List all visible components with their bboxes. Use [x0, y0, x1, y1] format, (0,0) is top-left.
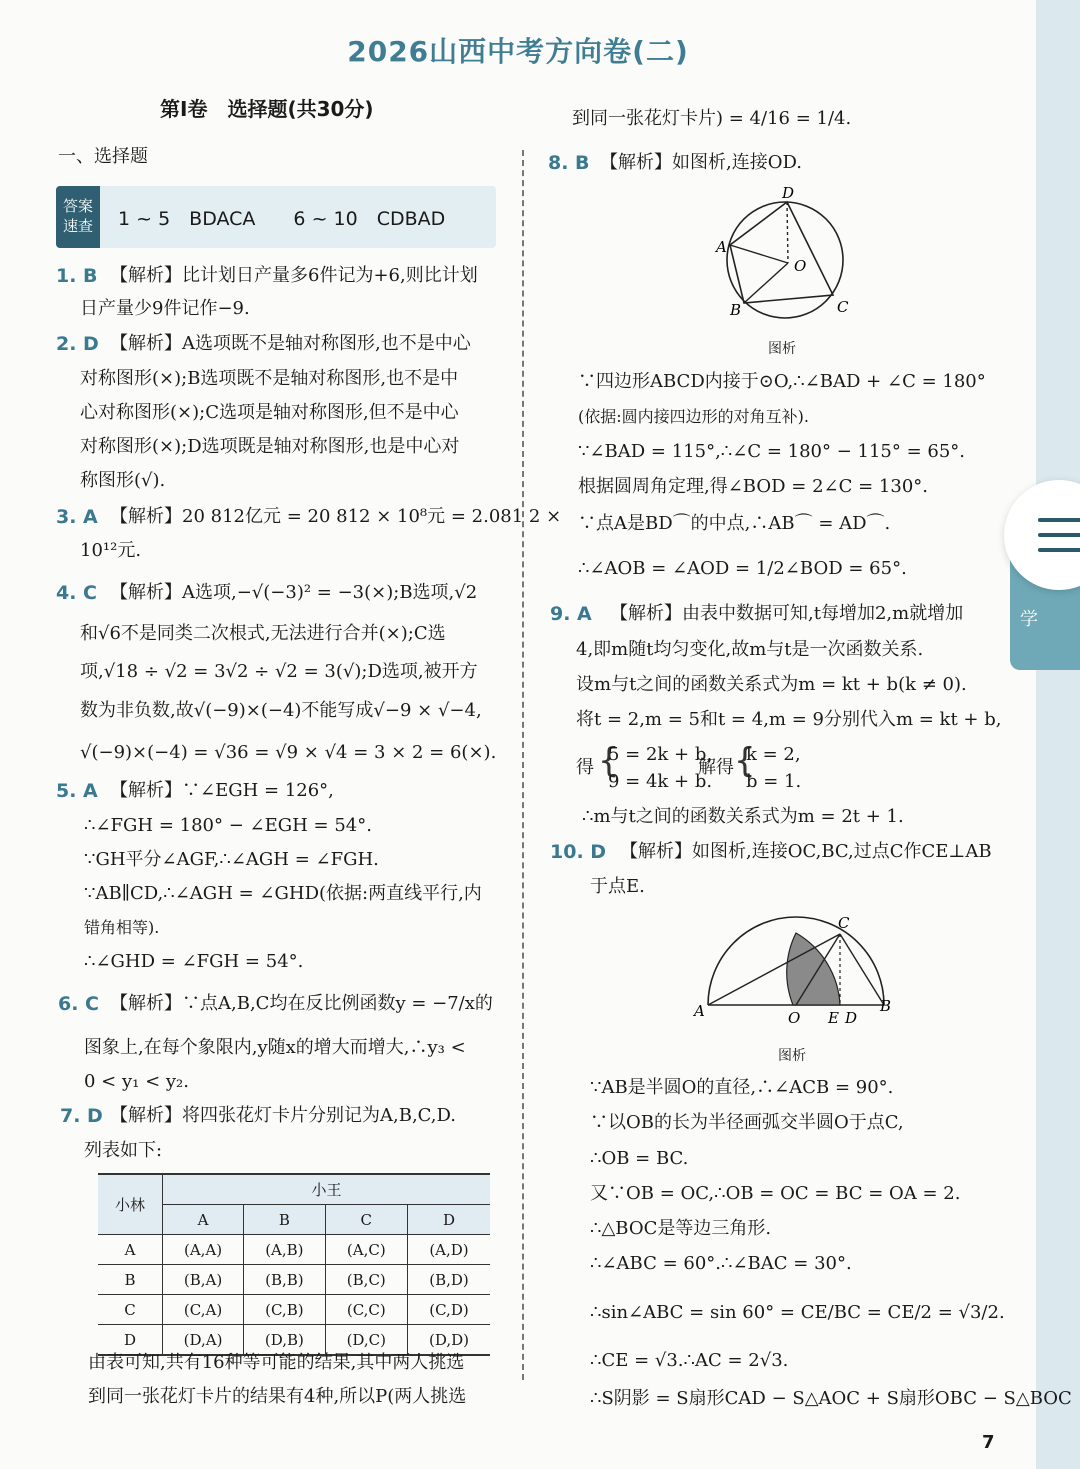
q6-line: 【解析】∵点A,B,C均在反比例函数y = −7/x的	[110, 993, 493, 1014]
answer-tag	[56, 186, 100, 248]
label-e: E	[828, 1009, 839, 1025]
table-cell: (C,C)	[325, 1295, 407, 1325]
q7-continued: 到同一张花灯卡片) = 4/16 = 1/4.	[572, 108, 852, 129]
q1-line: 日产量少9件记作−9.	[80, 298, 250, 319]
label-b: B	[730, 301, 742, 319]
q9-line: ∴m与t之间的函数关系式为m = 2t + 1.	[582, 806, 904, 827]
table-cell: (B,A)	[163, 1265, 244, 1295]
table-row-header: A	[98, 1235, 163, 1265]
q8-figure-caption: 图析	[768, 341, 796, 357]
q10-line: ∴OB = BC.	[590, 1148, 689, 1169]
q10-line: 于点E.	[590, 876, 645, 897]
q7-line: 列表如下:	[84, 1140, 163, 1161]
q9-line: 设m与t之间的函数关系式为m = kt + b(k ≠ 0).	[576, 674, 967, 695]
q2-line: 对称图形(×);D选项既是轴对称图形,也是中心对	[80, 436, 460, 457]
q5-line: ∴∠FGH = 180° − ∠EGH = 54°.	[84, 815, 372, 836]
q9-eq: k = 2,	[746, 744, 801, 765]
q3-line: 10¹²元.	[80, 540, 142, 561]
q10-figure	[690, 910, 910, 1025]
shaded-region	[787, 933, 840, 1005]
q6-number: 6. C	[58, 993, 99, 1015]
q9-number: 9. A	[550, 603, 592, 625]
answer-tag-line2: 速查	[62, 217, 93, 235]
q10-line: ∵AB是半圆O的直径,∴∠ACB = 90°.	[590, 1077, 894, 1098]
q2-line: 对称图形(×);B选项既不是轴对称图形,也不是中	[80, 368, 459, 389]
q2-line: 【解析】A选项既不是轴对称图形,也不是中心	[110, 333, 471, 354]
q10-line: 又∵OB = OC,∴OB = OC = BC = OA = 2.	[590, 1183, 961, 1204]
table-corner: 小林	[98, 1174, 163, 1235]
q3-line: 【解析】20 812亿元 = 20 812 × 10⁸元 = 2.081 2 ×	[110, 506, 562, 527]
q9-eq: 5 = 2k + b,	[608, 744, 713, 765]
q8-figure	[700, 185, 860, 325]
q4-line: 数为非负数,故√(−9)×(−4)不能写成√−9 × √−4,	[80, 700, 482, 721]
q2-line: 称图形(√).	[80, 470, 166, 491]
page-number: 7	[982, 1432, 995, 1453]
circle-shape	[727, 202, 843, 318]
label-o: O	[794, 257, 807, 275]
table-row	[98, 1295, 490, 1325]
q8-line: 根据圆周角定理,得∠BOD = 2∠C = 130°.	[578, 476, 928, 497]
segment-bc	[840, 934, 884, 1005]
q9-eq: b = 1.	[746, 771, 802, 792]
q1-line: 【解析】比计划日产量多6件记为+6,则比计划	[110, 265, 478, 286]
table-cell: (A,C)	[325, 1235, 407, 1265]
table-row-header: C	[98, 1295, 163, 1325]
table-row	[98, 1325, 490, 1356]
segment-do	[787, 202, 788, 263]
q10-line: 【解析】如图析,连接OC,BC,过点C作CE⊥AB	[620, 841, 992, 862]
answer-tag-line1: 答案	[62, 197, 93, 215]
q10-line: ∴∠ABC = 60°.∴∠BAC = 30°.	[590, 1253, 852, 1274]
q4-line: 和√6不是同类二次根式,无法进行合并(×);C选	[80, 623, 446, 644]
q4-line: 项,√18 ÷ √2 = 3√2 ÷ √2 = 3(√);D选项,被开方	[80, 661, 478, 682]
label-d: D	[845, 1009, 858, 1025]
table-cell: (C,D)	[429, 1300, 469, 1319]
table-top-header: 小王	[163, 1174, 491, 1205]
table-cell: (B,D)	[429, 1270, 469, 1289]
label-a: A	[694, 1002, 705, 1020]
q10-line: ∴sin∠ABC = sin 60° = CE/BC = CE/2 = √3/2.	[590, 1302, 1005, 1323]
section-heading: 第Ⅰ卷 选择题(共30分)	[160, 97, 374, 121]
q8-line: 【解析】如图析,连接OD.	[600, 152, 802, 173]
label-o: O	[788, 1009, 801, 1025]
q10-figure-caption: 图析	[778, 1048, 806, 1064]
q6-line: 0 < y₁ < y₂.	[84, 1071, 189, 1092]
q10-line: ∴△BOC是等边三角形.	[590, 1218, 772, 1239]
label-a: A	[716, 238, 727, 256]
q5-line: ∵AB∥CD,∴∠AGH = ∠GHD(依据:两直线平行,内	[84, 883, 482, 904]
q10-line: ∴S阴影 = S扇形CAD − S△AOC + S扇形OBC − S△BOC	[590, 1388, 1072, 1409]
table-cell: (D,A)	[163, 1325, 244, 1356]
q9-line: 【解析】由表中数据可知,t每增加2,m就增加	[610, 603, 964, 624]
answer-box	[56, 186, 496, 248]
q9-de: 得	[576, 757, 594, 778]
table-col-header: C	[325, 1205, 407, 1235]
table-row-header: B	[98, 1265, 163, 1295]
q10-number: 10. D	[550, 841, 607, 863]
brace-icon: {	[734, 741, 756, 781]
q8-line: ∵四边形ABCD内接于⊙O,∴∠BAD + ∠C = 180°	[578, 371, 986, 392]
table-cell: (C,B)	[244, 1295, 326, 1325]
subsection-heading: 一、选择题	[58, 146, 148, 167]
q5-number: 5. A	[56, 780, 98, 802]
segment-bo	[744, 263, 788, 303]
q4-line: 【解析】A选项,−√(−3)² = −3(×);B选项,√2	[110, 582, 478, 603]
menu-icon	[1038, 518, 1080, 522]
q5-line: 【解析】∵∠EGH = 126°,	[110, 780, 334, 801]
table-row-header: D	[98, 1325, 163, 1356]
page-title: 2026山西中考方向卷(二)	[347, 35, 689, 68]
table-cell: (A,A)	[163, 1235, 244, 1265]
q4-line: √(−9)×(−4) = √36 = √9 × √4 = 3 × 2 = 6(×).	[80, 742, 497, 763]
q6-line: 图象上,在每个象限内,y随x的增大而增大,∴y₃ <	[84, 1037, 466, 1058]
q2-number: 2. D	[56, 333, 99, 355]
table-cell: (C,A)	[163, 1295, 244, 1325]
q8-line: ∵点A是BD⌒的中点,∴AB⌒ = AD⌒.	[578, 513, 891, 534]
subject-tab-label: 学	[1020, 609, 1038, 630]
table-cell: (B,C)	[325, 1265, 407, 1295]
q7-line: 到同一张花灯卡片的结果有4种,所以P(两人挑选	[88, 1386, 467, 1407]
q4-number: 4. C	[56, 582, 97, 604]
table-cell: (A,D)	[429, 1240, 469, 1259]
table-col-header: A	[163, 1205, 244, 1235]
q9-jie: 解得	[698, 757, 734, 778]
q10-line: ∵以OB的长为半径画弧交半圆O于点C,	[590, 1112, 904, 1133]
menu-icon	[1038, 548, 1080, 552]
label-c: C	[837, 298, 849, 316]
table-cell: (D,C)	[325, 1325, 407, 1356]
q2-line: 心对称图形(×);C选项是轴对称图形,但不是中心	[80, 402, 459, 423]
q7-line: 【解析】将四张花灯卡片分别记为A,B,C,D.	[110, 1105, 457, 1126]
q8-line: ∵∠BAD = 115°,∴∠C = 180° − 115° = 65°.	[578, 441, 966, 462]
column-divider	[522, 150, 524, 1380]
q8-number: 8. B	[548, 152, 590, 174]
q8-line: (依据:圆内接四边形的对角互补).	[578, 407, 809, 426]
table-cell: (A,B)	[244, 1235, 326, 1265]
segment-ao	[730, 245, 788, 263]
table-header-row	[98, 1174, 490, 1205]
table-col-header: D	[407, 1205, 490, 1235]
table-row	[98, 1235, 490, 1265]
q9-line: 将t = 2,m = 5和t = 4,m = 9分别代入m = kt + b,	[576, 709, 1002, 730]
q9-eq: 9 = 4k + b.	[608, 771, 713, 792]
answer-summary: 1 ~ 5 BDACA 6 ~ 10 CDBAD	[118, 208, 446, 230]
q9-line: 4,即m随t均匀变化,故m与t是一次函数关系.	[576, 639, 924, 660]
q5-line: ∴∠GHD = ∠FGH = 54°.	[84, 951, 304, 972]
brace-icon: {	[598, 741, 620, 781]
q10-line: ∴CE = √3.∴AC = 2√3.	[590, 1350, 789, 1371]
table-cell: (D,D)	[428, 1330, 469, 1349]
side-strip	[1036, 0, 1080, 1469]
q5-line: ∵GH平分∠AGF,∴∠AGH = ∠FGH.	[84, 849, 379, 870]
table-cell: (D,B)	[244, 1325, 326, 1356]
table-cell: (B,B)	[244, 1265, 326, 1295]
q7-line: 由表可知,共有16种等可能的结果,其中两人挑选	[88, 1352, 465, 1373]
q3-number: 3. A	[56, 506, 98, 528]
q1-number: 1. B	[56, 265, 98, 287]
menu-icon	[1038, 533, 1080, 537]
label-d: D	[782, 185, 795, 202]
table-col-header: B	[244, 1205, 326, 1235]
table-row	[98, 1265, 490, 1295]
label-b: B	[880, 997, 892, 1015]
q7-number: 7. D	[60, 1105, 103, 1127]
q8-line: ∴∠AOB = ∠AOD = 1/2∠BOD = 65°.	[578, 558, 907, 579]
q5-line: 错角相等).	[84, 918, 160, 937]
label-c: C	[838, 914, 850, 932]
outcome-table	[98, 1173, 490, 1356]
